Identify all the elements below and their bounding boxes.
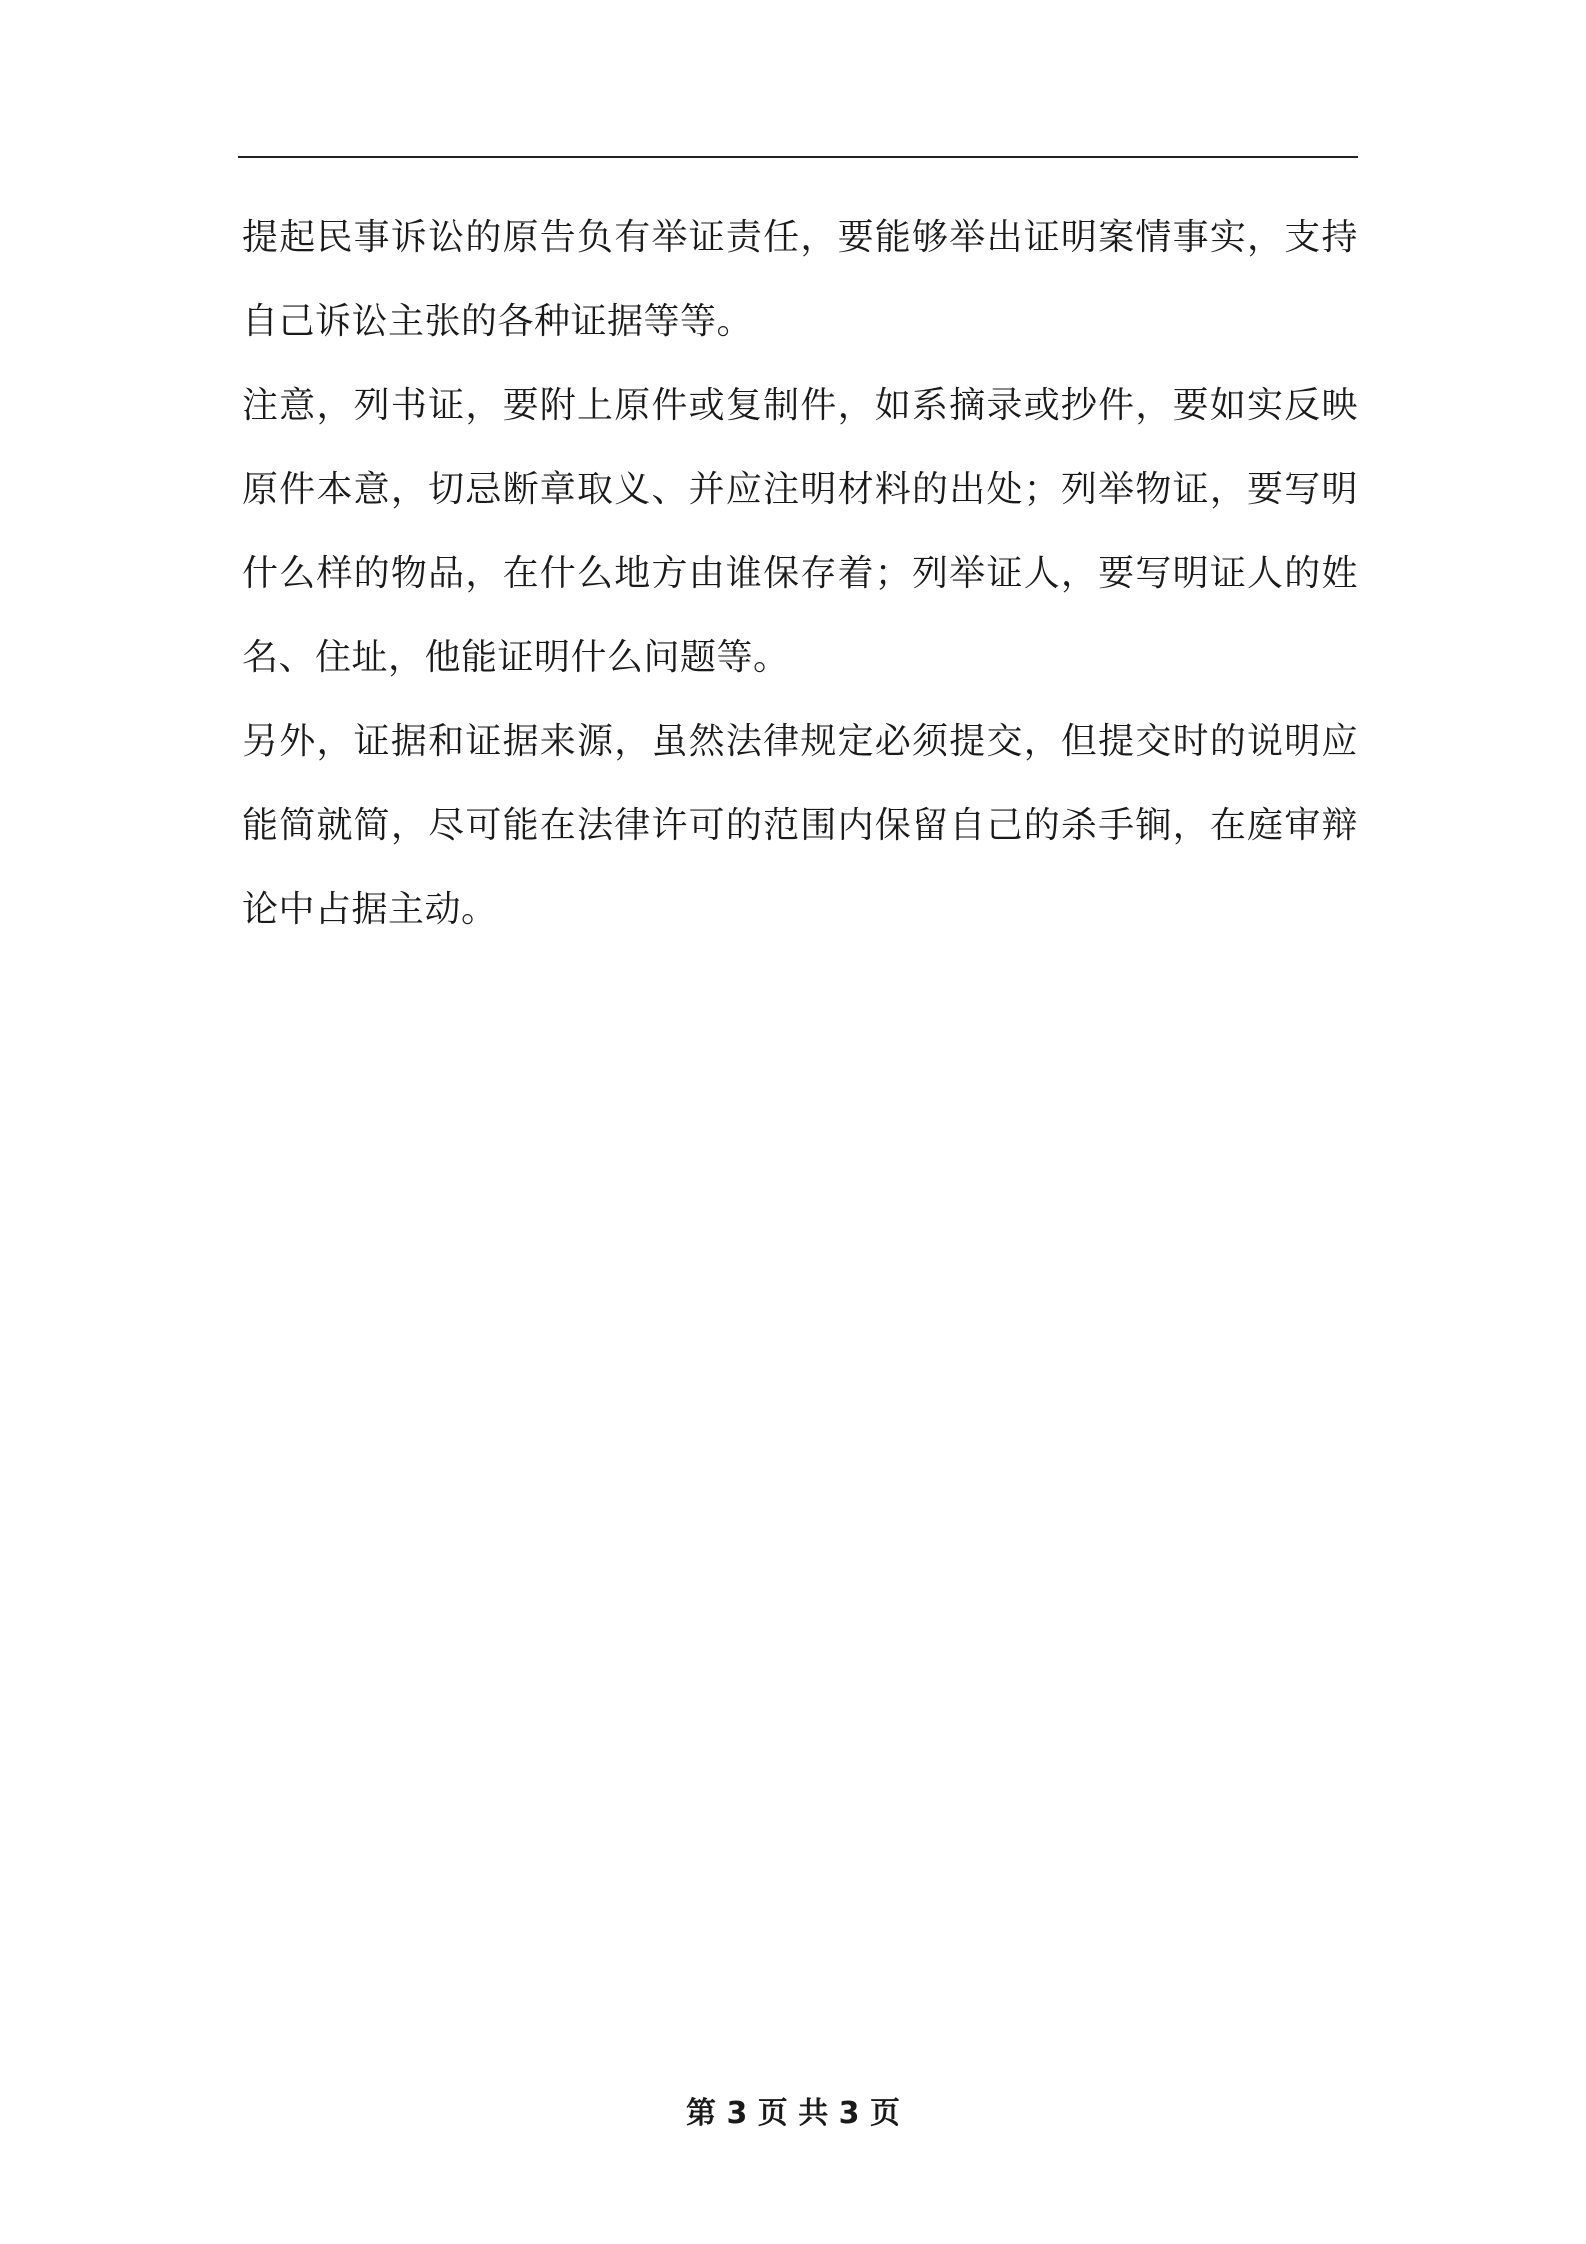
- document-body: [242, 196, 1358, 952]
- header-rule: [238, 156, 1358, 158]
- paragraph-evidence-strategy: 另外，证据和证据来源，虽然法律规定必须提交，但提交时的说明应能简就简，尽可能在法律许可的范围内保留自己的杀手锏，在庭审辩论中占据主动。: [242, 721, 1358, 930]
- page-number-footer: 第 3 页 共 3 页: [686, 2096, 900, 2131]
- paragraph-burden-of-proof: 提起民事诉讼的原告负有举证责任，要能够举出证明案情事实，支持自己诉讼主张的各种证据等等。: [242, 217, 1358, 342]
- paragraph-evidence-notes: 注意，列书证，要附上原件或复制件，如系摘录或抄件，要如实反映原件本意，切忌断章取义、并应注明材料的出处；列举物证，要写明什么样的物品，在什么地方由谁保存着；列举证人，要写明证人的姓名、住址，他能证明什么问题等。: [242, 385, 1358, 678]
